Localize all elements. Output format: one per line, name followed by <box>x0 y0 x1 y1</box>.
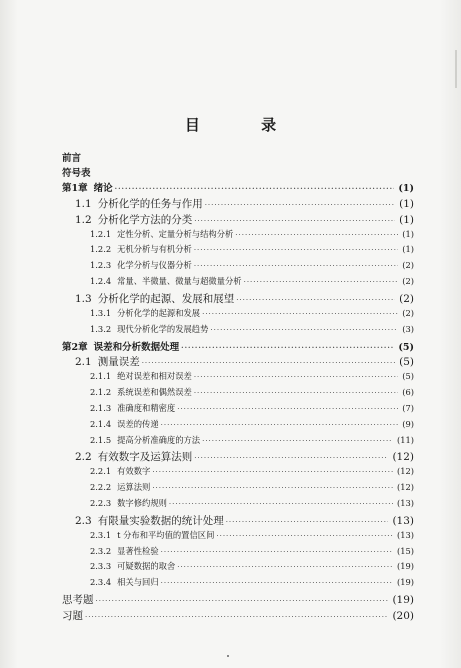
toc-entry-page: (1) <box>398 183 414 194</box>
toc-entry-page: (19) <box>396 561 414 572</box>
toc-entry-title: 定性分析、定量分析与结构分析 <box>117 228 234 239</box>
toc-entry[interactable] <box>90 386 414 398</box>
toc-entry[interactable] <box>90 576 414 588</box>
toc-dot-leader <box>152 468 393 476</box>
toc-entry-number: 1.2.1 <box>90 228 112 239</box>
toc-entry-number: 2.2.1 <box>90 466 112 477</box>
toc-entry-page: (12) <box>396 482 414 493</box>
toc-dot-leader <box>177 563 393 571</box>
toc-dot-leader <box>235 231 398 239</box>
toc-entry[interactable] <box>90 529 414 541</box>
toc-entry-title: 有效数字 <box>117 466 151 477</box>
toc-entry-number: 第2章 <box>62 341 88 353</box>
toc-entry-page: (2) <box>399 292 414 305</box>
toc-entry[interactable] <box>75 212 414 227</box>
toc-dot-leader <box>115 184 395 193</box>
toc-entry-number: 1.3.1 <box>90 307 112 318</box>
toc-entry-page: (1) <box>399 213 414 226</box>
toc-entry[interactable] <box>90 465 414 477</box>
toc-entry-title: 绪论 <box>93 183 113 194</box>
toc-dot-leader <box>205 201 395 209</box>
toc-entry-page: (5) <box>398 341 414 353</box>
toc-entry-title: 运算法则 <box>117 482 151 493</box>
toc-dot-leader <box>194 389 398 397</box>
toc-dot-leader <box>226 518 389 526</box>
toc-entry-title: 测量误差 <box>97 356 140 369</box>
front-matter-symbols[interactable]: 符号表 <box>62 168 91 179</box>
page-title: 目 录 <box>184 116 305 134</box>
toc-entry-number: 2.1 <box>75 356 92 369</box>
toc-entry-number: 2.1.3 <box>90 402 112 413</box>
toc-entry[interactable] <box>90 370 414 382</box>
toc-dot-leader <box>194 246 398 254</box>
toc-entry-title: 有效数字及运算法则 <box>97 451 193 464</box>
toc-entry-number: 2.3.1 <box>90 529 112 540</box>
toc-entry-title: 误差和分析数据处理 <box>93 341 180 353</box>
toc-entry[interactable] <box>90 418 414 430</box>
toc-entry[interactable] <box>90 434 414 446</box>
toc-entry-title: 提高分析准确度的方法 <box>117 434 201 445</box>
toc-entry-title: 分析化学的任务与作用 <box>97 197 203 210</box>
toc-entry-page: (12) <box>392 451 414 464</box>
toc-entry-page: (1) <box>402 228 414 239</box>
toc-entry-page: (9) <box>402 418 414 429</box>
toc-entry-number: 2.3.2 <box>90 545 112 556</box>
toc-dot-leader <box>85 613 388 621</box>
toc-dot-leader <box>194 262 398 270</box>
toc-entry-page: (13) <box>396 529 414 540</box>
toc-entry-title: 分析化学方法的分类 <box>97 213 193 226</box>
toc-entry[interactable] <box>90 323 414 335</box>
toc-entry-page: (6) <box>402 387 414 398</box>
toc-dot-leader <box>202 437 393 445</box>
toc-entry[interactable] <box>62 608 414 623</box>
toc-entry[interactable] <box>90 243 414 255</box>
toc-entry-page: (19) <box>396 577 414 588</box>
toc-entry-number: 2.3.4 <box>90 577 112 588</box>
toc-entry-number: 2.1.4 <box>90 418 112 429</box>
toc-entry[interactable] <box>90 402 414 414</box>
toc-entry-page: (2) <box>402 307 414 318</box>
toc-entry-page: (3) <box>402 323 414 334</box>
toc-dot-leader <box>177 405 398 413</box>
toc-dot-leader <box>169 500 393 508</box>
toc-entry-page: (19) <box>392 594 414 607</box>
toc-entry-title: 显著性检验 <box>117 545 159 556</box>
toc-entry[interactable] <box>90 307 414 319</box>
toc-dot-leader <box>194 454 388 462</box>
toc-entry-title: 习题 <box>62 609 83 622</box>
toc-entry-page: (5) <box>399 356 414 369</box>
page-speck <box>227 655 229 657</box>
toc-entry[interactable] <box>90 545 414 557</box>
toc-entry-page: (13) <box>392 514 414 527</box>
toc-entry[interactable] <box>62 180 414 194</box>
toc-entry-title: 准确度和精密度 <box>117 402 176 413</box>
toc-dot-leader <box>244 278 399 286</box>
toc-entry-page: (2) <box>402 276 414 287</box>
toc-entry-number: 2.3 <box>75 514 92 527</box>
toc-entry-number: 2.2.3 <box>90 498 112 508</box>
toc-entry[interactable] <box>90 497 414 509</box>
toc-dot-leader <box>210 326 398 334</box>
toc-entry-number: 1.2.2 <box>90 244 112 255</box>
toc-entry-number: 2.2 <box>75 451 92 464</box>
toc-entry-number: 1.3 <box>75 292 92 305</box>
toc-dot-leader <box>236 296 395 304</box>
toc-entry-page: (7) <box>402 402 414 413</box>
toc-entry[interactable] <box>62 592 414 607</box>
toc-entry-title: 有限量实验数据的统计处理 <box>97 514 224 527</box>
toc-entry-number: 1.2.3 <box>90 260 112 271</box>
toc-entry[interactable] <box>90 259 414 271</box>
toc-entry-title: 化学分析与仪器分析 <box>117 260 192 271</box>
front-matter-preface[interactable]: 前言 <box>62 153 82 164</box>
toc-dot-leader <box>194 217 395 225</box>
toc-dot-leader <box>194 373 398 381</box>
toc-entry-title: 分析化学的起源、发展和展望 <box>97 292 235 305</box>
toc-entry[interactable] <box>75 291 414 306</box>
toc-entry-title: 可疑数据的取舍 <box>117 561 176 572</box>
toc-entry-number: 2.3.3 <box>90 561 112 572</box>
toc-entry-number: 1.3.2 <box>90 323 112 334</box>
toc-entry-page: (11) <box>396 434 414 445</box>
toc-entry-number: 2.1.5 <box>90 434 112 445</box>
toc-entry-number: 1.2.4 <box>90 276 112 287</box>
toc-entry-title: 绝对误差和相对误差 <box>117 371 192 382</box>
toc-entry-page: (1) <box>402 244 414 255</box>
toc-entry-page: (2) <box>402 260 414 271</box>
toc-entry-page: (13) <box>396 498 414 508</box>
toc-entry-title: 思考题 <box>62 594 94 607</box>
toc-entry-page: (1) <box>399 197 414 210</box>
toc-entry[interactable] <box>75 449 414 464</box>
toc-entry[interactable] <box>75 513 414 528</box>
toc-dot-leader <box>161 421 399 429</box>
toc-entry-number: 1.1 <box>75 197 92 210</box>
toc-entry-title: 误差的传递 <box>117 418 159 429</box>
toc-entry-title: t 分布和平均值的置信区间 <box>117 529 215 540</box>
toc-entry[interactable] <box>90 228 414 240</box>
toc-entry-title: 无机分析与有机分析 <box>117 244 192 255</box>
toc-dot-leader <box>181 343 394 352</box>
toc-entry-page: (12) <box>396 466 414 477</box>
toc-entry-title: 常量、半微量、微量与超微量分析 <box>117 276 242 287</box>
toc-entry-number: 第1章 <box>62 183 88 194</box>
toc-entry-title: 现代分析化学的发展趋势 <box>117 323 209 334</box>
toc-dot-leader <box>161 548 393 556</box>
toc-entry-page: (5) <box>402 371 414 382</box>
toc-entry[interactable] <box>90 481 414 493</box>
toc-dot-leader <box>202 310 398 318</box>
toc-entry-page: (15) <box>396 545 414 556</box>
toc-entry-title: 分析化学的起源和发展 <box>117 307 201 318</box>
toc-entry[interactable] <box>62 339 414 353</box>
toc-dot-leader <box>161 579 393 587</box>
toc-entry[interactable] <box>90 560 414 572</box>
toc-entry-title: 系统误差和偶然误差 <box>117 387 192 398</box>
toc-entry-number: 1.2 <box>75 213 92 226</box>
toc-entry-page: (20) <box>392 609 414 622</box>
toc-entry[interactable] <box>90 275 414 287</box>
toc-entry-title: 相关与回归 <box>117 577 159 588</box>
toc-entry-title: 数字修约规则 <box>117 498 167 508</box>
toc-entry-number: 2.1.1 <box>90 371 112 382</box>
toc-entry-number: 2.2.2 <box>90 482 112 493</box>
toc-entry[interactable] <box>75 196 414 211</box>
toc-dot-leader <box>142 359 395 367</box>
toc-dot-leader <box>152 484 393 492</box>
toc-entry-number: 2.1.2 <box>90 387 112 398</box>
toc-dot-leader <box>96 597 389 605</box>
toc-entry[interactable] <box>75 354 414 369</box>
toc-dot-leader <box>216 532 393 540</box>
